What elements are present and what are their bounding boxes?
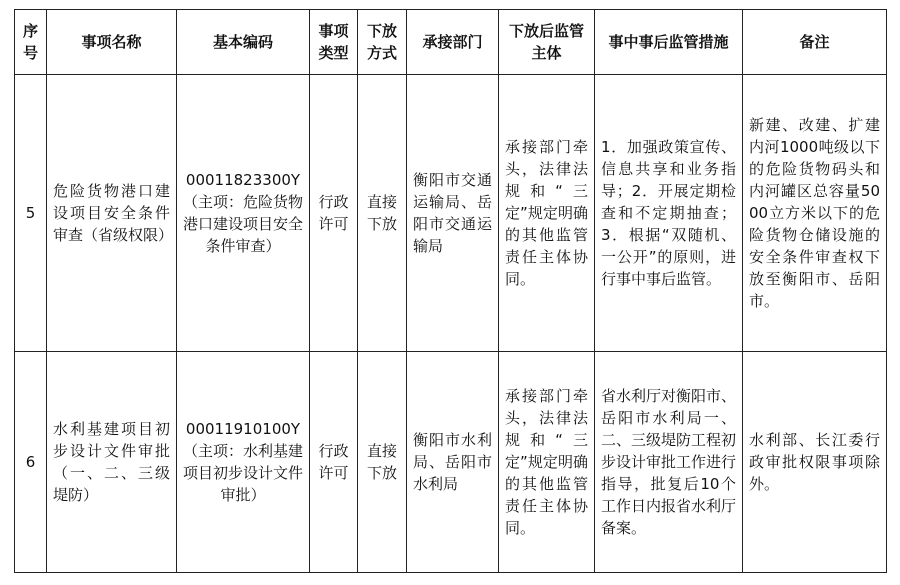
row-no: 5 (15, 75, 47, 352)
table-header-row (15, 10, 887, 75)
row-supervisor: 承接部门牵头，法律法规和“三定”规定明确的其他监管责任主体协同。 (499, 352, 595, 573)
header-note: 备注 (743, 10, 887, 75)
header-supervisor: 下放后监管主体 (499, 10, 595, 75)
row-type: 行政许可 (310, 352, 358, 573)
row-measures: 省水利厅对衡阳市、岳阳市水利局一、二、三级堤防工程初步设计审批工作进行指导，批复后10个工作日内报省水利厅备案。 (595, 352, 743, 573)
row-supervisor: 承接部门牵头，法律法规和“三定”规定明确的其他监管责任主体协同。 (499, 75, 595, 352)
row-item-name: 危险货物港口建设项目安全条件审查（省级权限） (47, 75, 177, 352)
row-dept: 衡阳市水利局、岳阳市水利局 (407, 352, 499, 573)
table-row (15, 75, 887, 352)
row-mode: 直接下放 (358, 75, 407, 352)
delegation-table (14, 9, 887, 573)
row-code: 00011910100Y（主项：水利基建项目初步设计文件审批） (177, 352, 310, 573)
row-no: 6 (15, 352, 47, 573)
header-code: 基本编码 (177, 10, 310, 75)
row-note: 水利部、长江委行政审批权限事项除外。 (743, 352, 887, 573)
header-measures: 事中事后监管措施 (595, 10, 743, 75)
header-mode: 下放方式 (358, 10, 407, 75)
row-code: 00011823300Y（主项：危险货物港口建设项目安全条件审查） (177, 75, 310, 352)
header-type: 事项类型 (310, 10, 358, 75)
row-mode: 直接下放 (358, 352, 407, 573)
row-type: 行政许可 (310, 75, 358, 352)
header-dept: 承接部门 (407, 10, 499, 75)
row-measures: 1．加强政策宣传、信息共享和业务指导；2．开展定期检查和不定期抽查；3．根据“双随机、一公开”的原则，进行事中事后监管。 (595, 75, 743, 352)
row-note: 新建、改建、扩建内河1000吨级以下的危险货物码头和内河罐区总容量5000立方米以下的危险货物仓储设施的安全条件审查权下放至衡阳市、岳阳市。 (743, 75, 887, 352)
row-item-name: 水利基建项目初步设计文件审批（一、二、三级堤防） (47, 352, 177, 573)
row-dept: 衡阳市交通运输局、岳阳市交通运输局 (407, 75, 499, 352)
header-name: 事项名称 (47, 10, 177, 75)
header-no: 序号 (15, 10, 47, 75)
table-row (15, 352, 887, 573)
